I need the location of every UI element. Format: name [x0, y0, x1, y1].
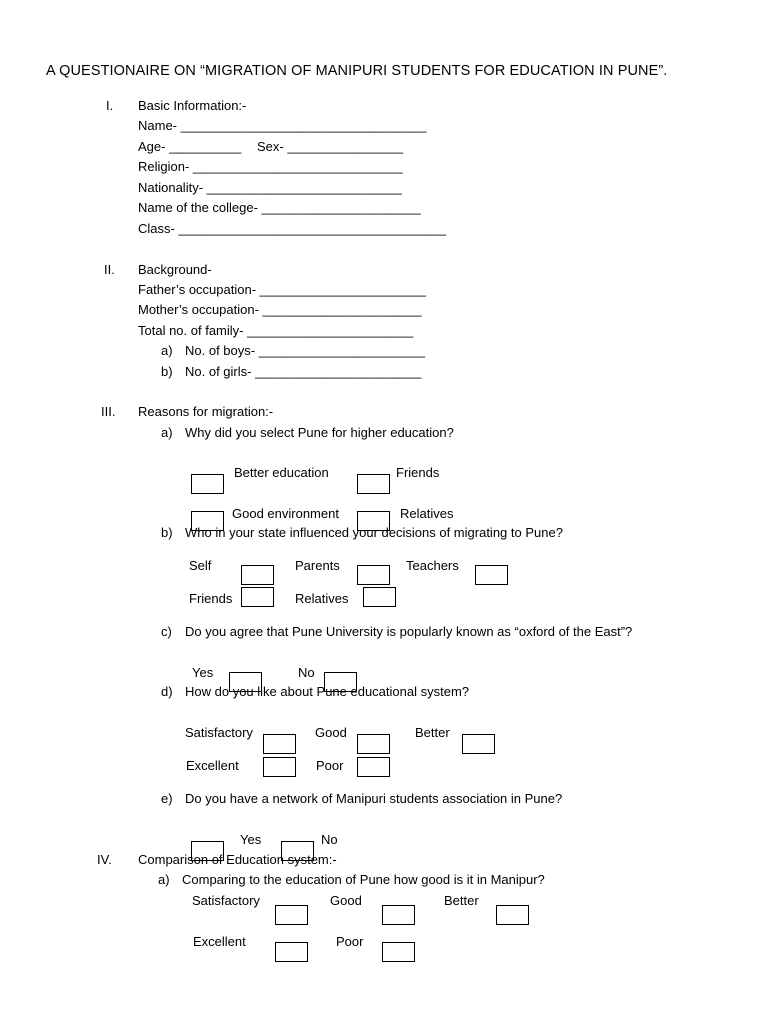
checkbox-friends-b[interactable]: [241, 587, 274, 607]
girls-marker: b): [161, 364, 173, 379]
question-3b-marker: b): [161, 525, 173, 540]
option-poor-4: Poor: [336, 934, 364, 949]
question-3a-marker: a): [161, 425, 173, 440]
checkbox-parents[interactable]: [357, 565, 390, 585]
class-field[interactable]: Class- _____________________________________: [138, 221, 446, 236]
checkbox-yes-c[interactable]: [229, 672, 262, 692]
section-3-heading: Reasons for migration:-: [138, 404, 274, 419]
question-3d: How do you like about Pune educational system?: [185, 684, 470, 699]
question-3a: Why did you select Pune for higher education?: [185, 425, 454, 440]
girls-count-field[interactable]: No. of girls- _______________________: [185, 364, 422, 379]
checkbox-self[interactable]: [241, 565, 274, 585]
checkbox-better-4[interactable]: [496, 905, 529, 925]
section-2-heading: Background-: [138, 262, 212, 277]
religion-field[interactable]: Religion- _____________________________: [138, 159, 403, 174]
checkbox-relatives[interactable]: [357, 511, 390, 531]
option-no-c: No: [298, 665, 315, 680]
family-count-field[interactable]: Total no. of family- _______________________: [138, 323, 414, 338]
checkbox-good-4[interactable]: [382, 905, 415, 925]
section-1-numeral: I.: [106, 98, 114, 113]
option-parents: Parents: [295, 558, 340, 573]
question-3c: Do you agree that Pune University is popularly known as “oxford of the East”?: [185, 624, 633, 639]
name-field[interactable]: Name- __________________________________: [138, 118, 427, 133]
sex-field[interactable]: Sex- ________________: [257, 139, 404, 154]
nationality-field[interactable]: Nationality- ___________________________: [138, 180, 402, 195]
option-good-d: Good: [315, 725, 347, 740]
mother-occupation-field[interactable]: Mother’s occupation- ______________________: [138, 302, 422, 317]
checkbox-excellent-d[interactable]: [263, 757, 296, 777]
section-4-numeral: IV.: [97, 852, 112, 867]
option-self: Self: [189, 558, 212, 573]
checkbox-satisfactory-d[interactable]: [263, 734, 296, 754]
boys-count-field[interactable]: No. of boys- _______________________: [185, 343, 425, 358]
question-3e-marker: e): [161, 791, 173, 806]
checkbox-no-c[interactable]: [324, 672, 357, 692]
section-2-numeral: II.: [104, 262, 115, 277]
option-teachers: Teachers: [406, 558, 459, 573]
question-3e: Do you have a network of Manipuri students association in Pune?: [185, 791, 563, 806]
checkbox-good-d[interactable]: [357, 734, 390, 754]
question-3d-marker: d): [161, 684, 173, 699]
checkbox-friends[interactable]: [357, 474, 390, 494]
college-field[interactable]: Name of the college- ______________________: [138, 200, 421, 215]
age-field[interactable]: Age- __________: [138, 139, 242, 154]
option-satisfactory-4: Satisfactory: [192, 893, 260, 908]
section-1-heading: Basic Information:-: [138, 98, 247, 113]
checkbox-satisfactory-4[interactable]: [275, 905, 308, 925]
option-relatives-b: Relatives: [295, 591, 349, 606]
option-poor-d: Poor: [316, 758, 344, 773]
section-3-numeral: III.: [101, 404, 116, 419]
father-occupation-field[interactable]: Father’s occupation- _______________________: [138, 282, 426, 297]
option-better-4: Better: [444, 893, 479, 908]
question-4a-marker: a): [158, 872, 170, 887]
option-yes-e: Yes: [240, 832, 262, 847]
boys-marker: a): [161, 343, 173, 358]
option-better-d: Better: [415, 725, 450, 740]
checkbox-better-d[interactable]: [462, 734, 495, 754]
checkbox-good-environment[interactable]: [191, 511, 224, 531]
option-friends-b: Friends: [189, 591, 233, 606]
checkbox-better-education[interactable]: [191, 474, 224, 494]
option-excellent-4: Excellent: [193, 934, 246, 949]
section-4-heading: Comparison of Education system:-: [138, 852, 337, 867]
question-3b: Who in your state influenced your decisions of migrating to Pune?: [185, 525, 563, 540]
option-good-4: Good: [330, 893, 362, 908]
question-3c-marker: c): [161, 624, 172, 639]
checkbox-no-e[interactable]: [281, 841, 314, 861]
option-yes-c: Yes: [192, 665, 214, 680]
checkbox-teachers[interactable]: [475, 565, 508, 585]
option-good-environment: Good environment: [232, 506, 339, 521]
option-satisfactory-d: Satisfactory: [185, 725, 253, 740]
page-title: A QUESTIONAIRE ON “MIGRATION OF MANIPURI STUDENTS FOR EDUCATION IN PUNE”.: [46, 63, 668, 79]
option-relatives: Relatives: [400, 506, 454, 521]
option-better-education: Better education: [234, 465, 329, 480]
question-4a: Comparing to the education of Pune how good is it in Manipur?: [182, 872, 545, 887]
option-excellent-d: Excellent: [186, 758, 239, 773]
option-no-e: No: [321, 832, 338, 847]
checkbox-yes-e[interactable]: [191, 841, 224, 861]
checkbox-excellent-4[interactable]: [275, 942, 308, 962]
checkbox-relatives-b[interactable]: [363, 587, 396, 607]
checkbox-poor-d[interactable]: [357, 757, 390, 777]
checkbox-poor-4[interactable]: [382, 942, 415, 962]
option-friends: Friends: [396, 465, 440, 480]
